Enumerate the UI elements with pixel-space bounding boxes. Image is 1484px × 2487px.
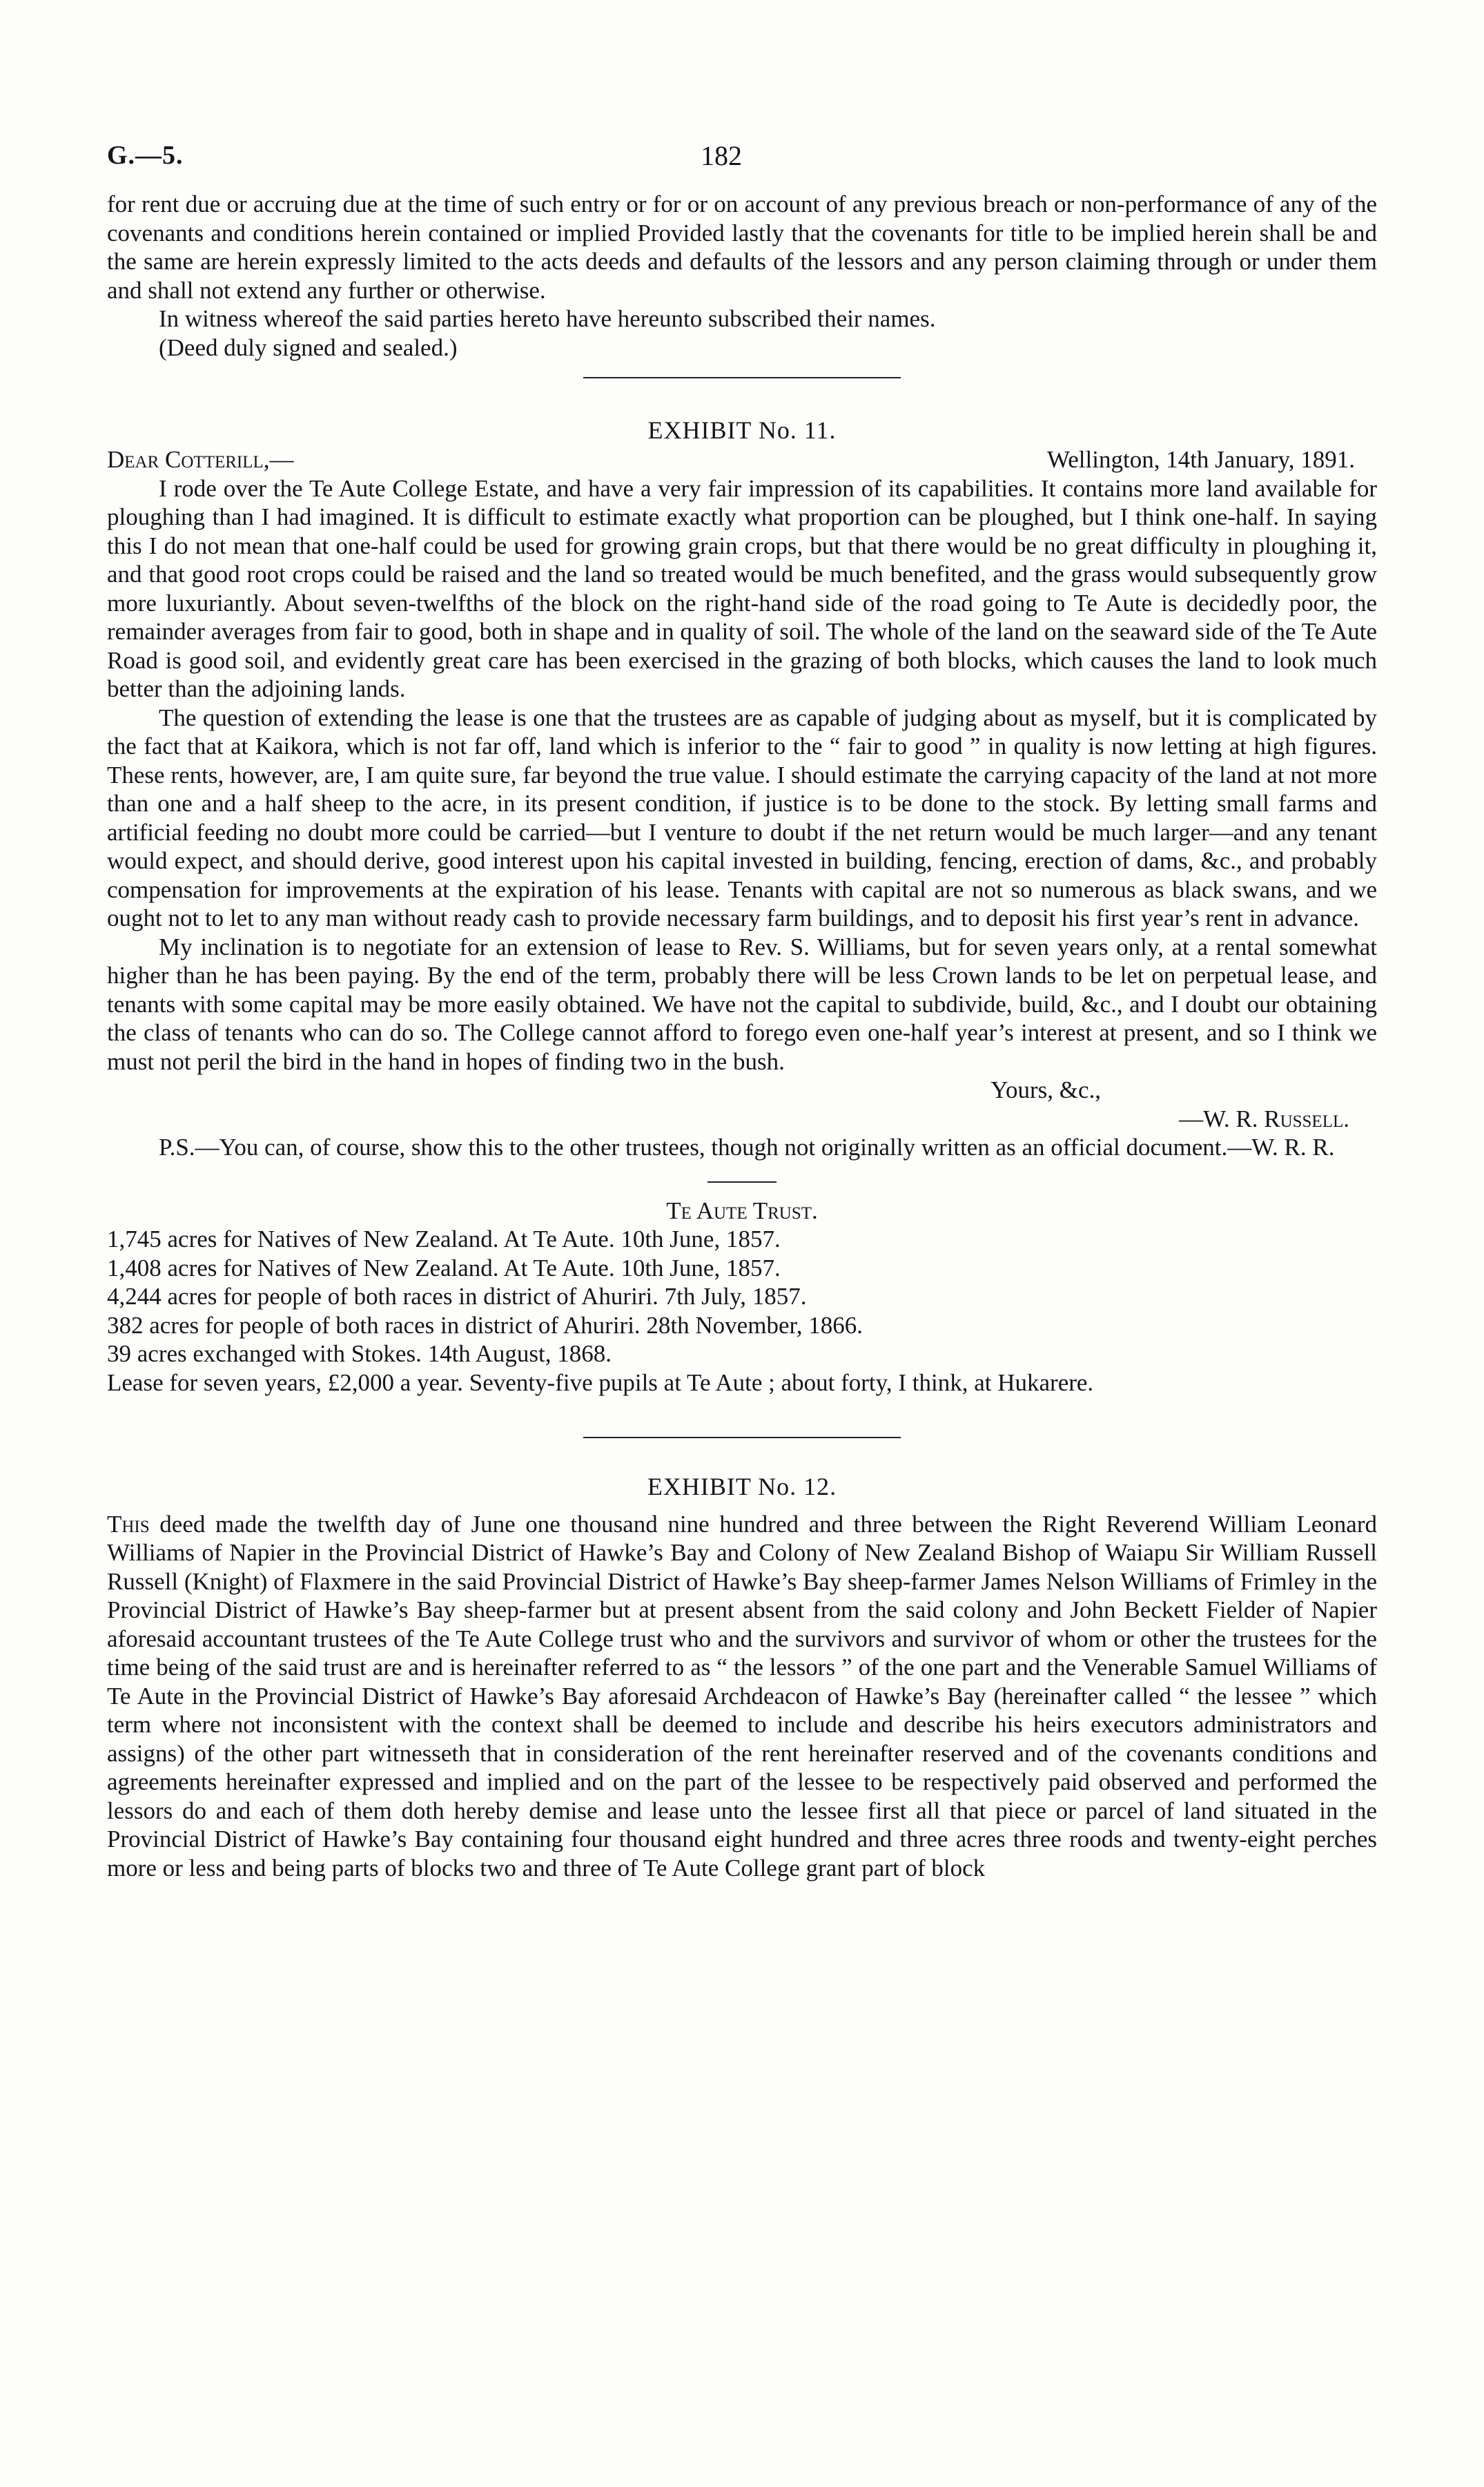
letter-dateline: Wellington, 14th January, 1891. xyxy=(1047,445,1355,473)
deed-paragraph xyxy=(107,1510,1377,1883)
letter-signature: —W. R. Russell. xyxy=(1179,1105,1349,1132)
section-divider xyxy=(583,377,901,378)
letter-postscript: P.S.—You can, of course, show this to the other trustees, though not originally written as an official document.—W. R. R. xyxy=(159,1134,1335,1161)
continuation-paragraph: for rent due or accruing due at the time of such entry or for or on account of any previous breach or non-performance of any of the covenants and conditions herein contained or implied Provided lastly that the covenants for title to be implied herein shall be and the same are herein expressly limited to the acts deeds and defaults of the lessors and any person claiming through or under them and shall not extend any further or otherwise. xyxy=(107,191,1377,304)
signature-name: W. R. Russell. xyxy=(1203,1105,1349,1132)
trust-entry: 1,408 acres for Natives of New Zealand. At Te Aute. 10th June, 1857. xyxy=(107,1254,781,1281)
page-number: 182 xyxy=(701,140,742,171)
trust-title: Te Aute Trust. xyxy=(666,1197,818,1224)
deed-note: (Deed duly signed and sealed.) xyxy=(159,333,458,361)
trust-entries xyxy=(107,1225,1377,1397)
letter-salutation: Dear Cotterill,— xyxy=(107,445,294,473)
document-page xyxy=(107,142,1377,1882)
trust-entry: 1,745 acres for Natives of New Zealand. At Te Aute. 10th June, 1857. xyxy=(107,1226,781,1252)
section-divider xyxy=(583,1437,901,1438)
deed-opening-word: This xyxy=(107,1510,150,1538)
series-reference: G.—5. xyxy=(107,141,184,170)
letter-paragraph: My inclination is to negotiate for an extension of lease to Rev. S. Williams, but for seven years only, at a rental somewhat higher than he has been paying. By the end of the term, probably there will be less Crown lands to be let on perpetual lease, and tenants with some capital may be more easily obtained. We have not the capital to subdivide, build, &c., and I doubt our obtaining the class of tenants who can do so. The College cannot afford to forego even one-half year’s interest at present, and so I think we must not peril the bird in the hand in hopes of finding two in the bush. xyxy=(107,933,1377,1075)
exhibit-11-title: EXHIBIT No. 11. xyxy=(647,416,837,444)
trust-entry: 4,244 acres for people of both races in district of Ahuriri. 7th July, 1857. xyxy=(107,1283,807,1310)
trust-entry: 382 acres for people of both races in district of Ahuriri. 28th November, 1866. xyxy=(107,1311,863,1339)
short-divider xyxy=(707,1181,777,1183)
letter-paragraph: I rode over the Te Aute College Estate, and have a very fair impression of its capabilities. It contains more land available for ploughing than I had imagined. It is difficult to estimate exactly what proportion can be ploughed, but I think one-half. In saying this I do not mean that one-half could be used for growing grain crops, but that there would be no great difficulty in ploughing it, and that good root crops could be raised and the land so treated would be much benefited, and the grass would subsequently grow more luxuriantly. About seven-twelfths of the block on the right-hand side of the road going to Te Aute is decidedly poor, the remainder averages from fair to good, both in shape and in quality of soil. The whole of the land on the seaward side of the Te Aute Road is good soil, and evidently great care has been exercised in the grazing of both blocks, which causes the land to look much better than the adjoining lands. xyxy=(107,474,1377,702)
letter-closing: Yours, &c., xyxy=(990,1076,1101,1103)
deed-body: deed made the twelfth day of June one thousand nine hundred and three between the Right Reverend William Leonard Williams of Napier in the Provincial District of Hawke’s Bay and Colony of New Zealand Bishop of Waiapu Sir William Russell Russell (Knight) of Flaxmere in the said Provincial District of Hawke’s Bay sheep-farmer James Nelson Williams of Frimley in the Provincial District of Hawke’s Bay sheep-farmer but at present absent from the said colony and John Beckett Fielder of Napier aforesaid accountant trustees of the Te Aute College trust who and the survivors and survivor of whom or other the trustees for the time being of the said trust are and is hereinafter referred to as “ the lessors ” of the one part and the Venerable Samuel Williams of Te Aute in the Provincial District of Hawke’s Bay aforesaid Archdeacon of Hawke’s Bay (hereinafter called “ the lessee ” which term where not inconsistent with the context shall be deemed to include and describe his heirs executors administrators and assigns) of the other part witnesseth that in consideration of the rent hereinafter reserved and of the covenants conditions and agreements hereinafter expressed and implied and on the part of the lessee to be respectively paid observed and performed the lessors do and each of them doth hereby demise and lease unto the lessee first all that piece or parcel of land situated in the Provincial District of Hawke’s Bay containing four thousand eight hundred and three acres three roods and twenty-eight perches more or less and being parts of blocks two and three of Te Aute College grant part of block xyxy=(107,1510,1377,1881)
letter-header xyxy=(107,445,1377,474)
letter-paragraph: The question of extending the lease is one that the trustees are as capable of judging about as myself, but it is complicated by the fact that at Kaikora, which is not far off, land which is inferior to the “ fair to good ” in quality is now letting at high figures. These rents, however, are, I am quite sure, far beyond the true value. I should estimate the carrying capacity of the land at not more than one and a half sheep to the acre, in its present condition, if justice is to be done to the stock. By letting small farms and artificial feeding no doubt more could be carried—but I venture to doubt if the net return would be much larger—and any tenant would expect, and should derive, good interest upon his capital invested in building, fencing, erection of dams, &c., and probably compensation for improvements at the expiration of his lease. Tenants with capital are not so numerous as black swans, and we ought not to let to any man without ready cash to provide necessary farm buildings, and to deposit his first year’s rent in advance. xyxy=(107,704,1377,931)
page-header xyxy=(107,142,1377,190)
trust-entry: 39 acres exchanged with Stokes. 14th August, 1868. xyxy=(107,1340,612,1367)
trust-entry: Lease for seven years, £2,000 a year. Seventy-five pupils at Te Aute ; about forty, I think, at Hukarere. xyxy=(107,1368,1094,1396)
witness-clause: In witness whereof the said parties hereto have hereunto subscribed their names. xyxy=(159,305,936,332)
exhibit-12-title: EXHIBIT No. 12. xyxy=(647,1473,837,1500)
